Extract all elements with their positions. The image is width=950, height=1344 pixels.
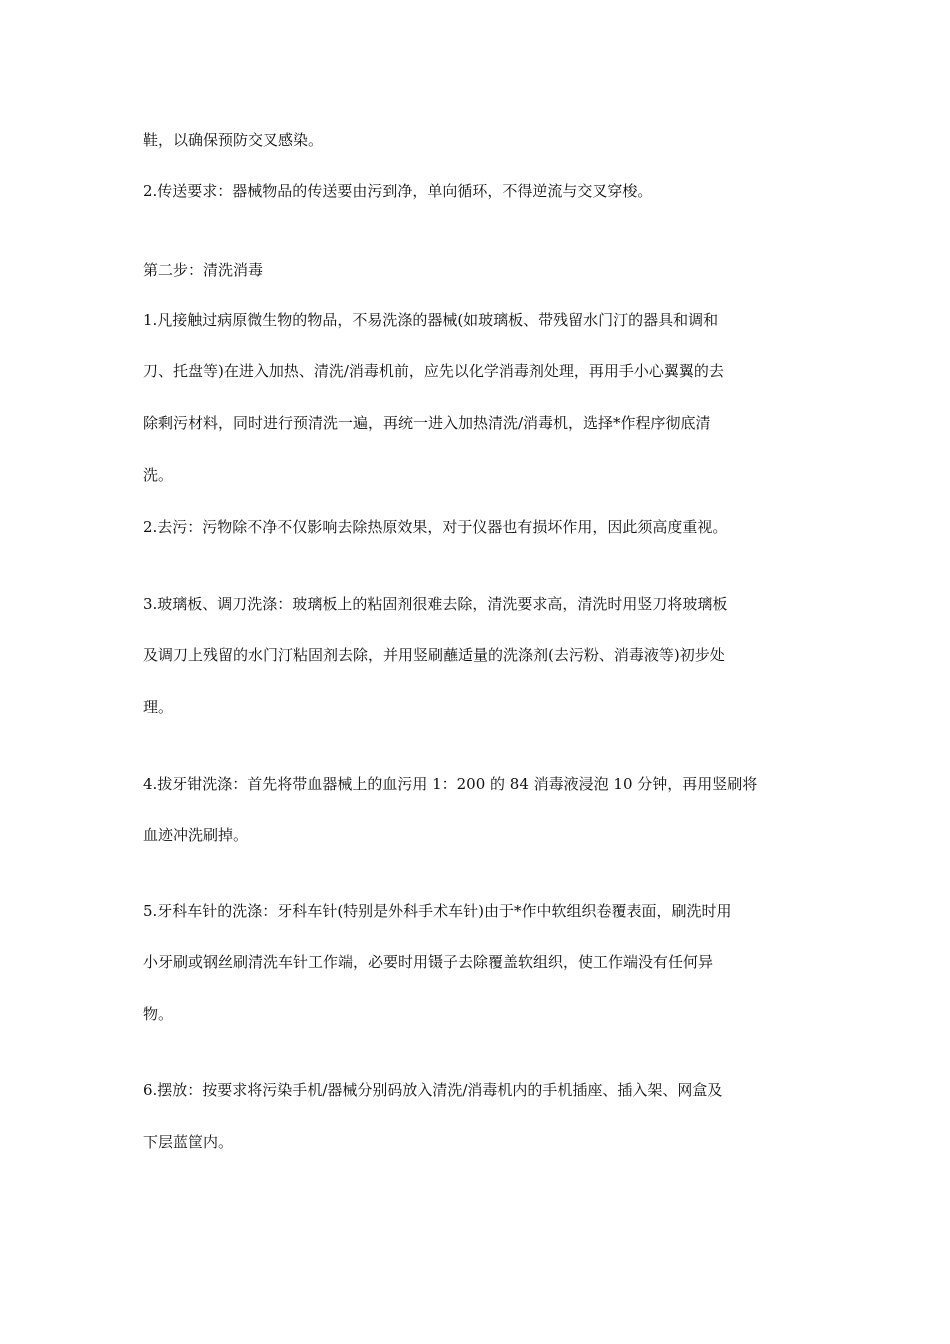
section-heading-step-two: 第二步：清洗消毒 bbox=[143, 261, 264, 279]
text-line-item5-c: 物。 bbox=[143, 1005, 174, 1023]
text-line-item4-b: 血迹冲洗刷掉。 bbox=[143, 826, 249, 844]
text-line-item1-c: 除剩污材料，同时进行预清洗一遍，再统一进入加热清洗/消毒机，选择*作程序彻底清 bbox=[143, 414, 711, 432]
text-line-continuation: 鞋，以确保预防交叉感染。 bbox=[143, 131, 324, 149]
text-line-item5-a: 5.牙科车针的洗涤：牙科车针(特别是外科手术车针)由于*作中软组织卷覆表面，刷洗时用 bbox=[143, 902, 732, 920]
text-line-item4-a: 4.拔牙钳洗涤：首先将带血器械上的血污用 1：200 的 84 消毒液浸泡 10 分钟，再用竖刷将 bbox=[143, 775, 758, 793]
text-line-transfer-requirement: 2.传送要求：器械物品的传送要由污到净，单向循环，不得逆流与交叉穿梭。 bbox=[143, 182, 653, 200]
text-line-item1-a: 1.凡接触过病原微生物的物品，不易洗涤的器械(如玻璃板、带残留水门汀的器具和调和 bbox=[143, 311, 719, 329]
text-line-item3-a: 3.玻璃板、调刀洗涤：玻璃板上的粘固剂很难去除，清洗要求高，清洗时用竖刀将玻璃板 bbox=[143, 595, 728, 613]
text-line-item1-d: 洗。 bbox=[143, 466, 174, 484]
text-line-item6-b: 下层蓝筐内。 bbox=[143, 1133, 234, 1151]
text-line-item1-b: 刀、托盘等)在进入加热、清洗/消毒机前，应先以化学消毒剂处理，再用手小心翼翼的去 bbox=[143, 362, 724, 380]
text-line-item5-b: 小牙刷或钢丝刷清洗车针工作端，必要时用镊子去除覆盖软组织，使工作端没有任何异 bbox=[143, 953, 714, 971]
text-line-item6-a: 6.摆放：按要求将污染手机/器械分别码放入清洗/消毒机内的手机插座、插入架、网盒及 bbox=[143, 1081, 723, 1099]
text-line-item3-b: 及调刀上残留的水门汀粘固剂去除，并用竖刷蘸适量的洗涤剂(去污粉、消毒液等)初步处 bbox=[143, 646, 725, 664]
text-line-item2: 2.去污：污物除不净不仅影响去除热原效果，对于仪器也有损坏作用，因此须高度重视。 bbox=[143, 518, 728, 536]
text-line-item3-c: 理。 bbox=[143, 698, 174, 716]
